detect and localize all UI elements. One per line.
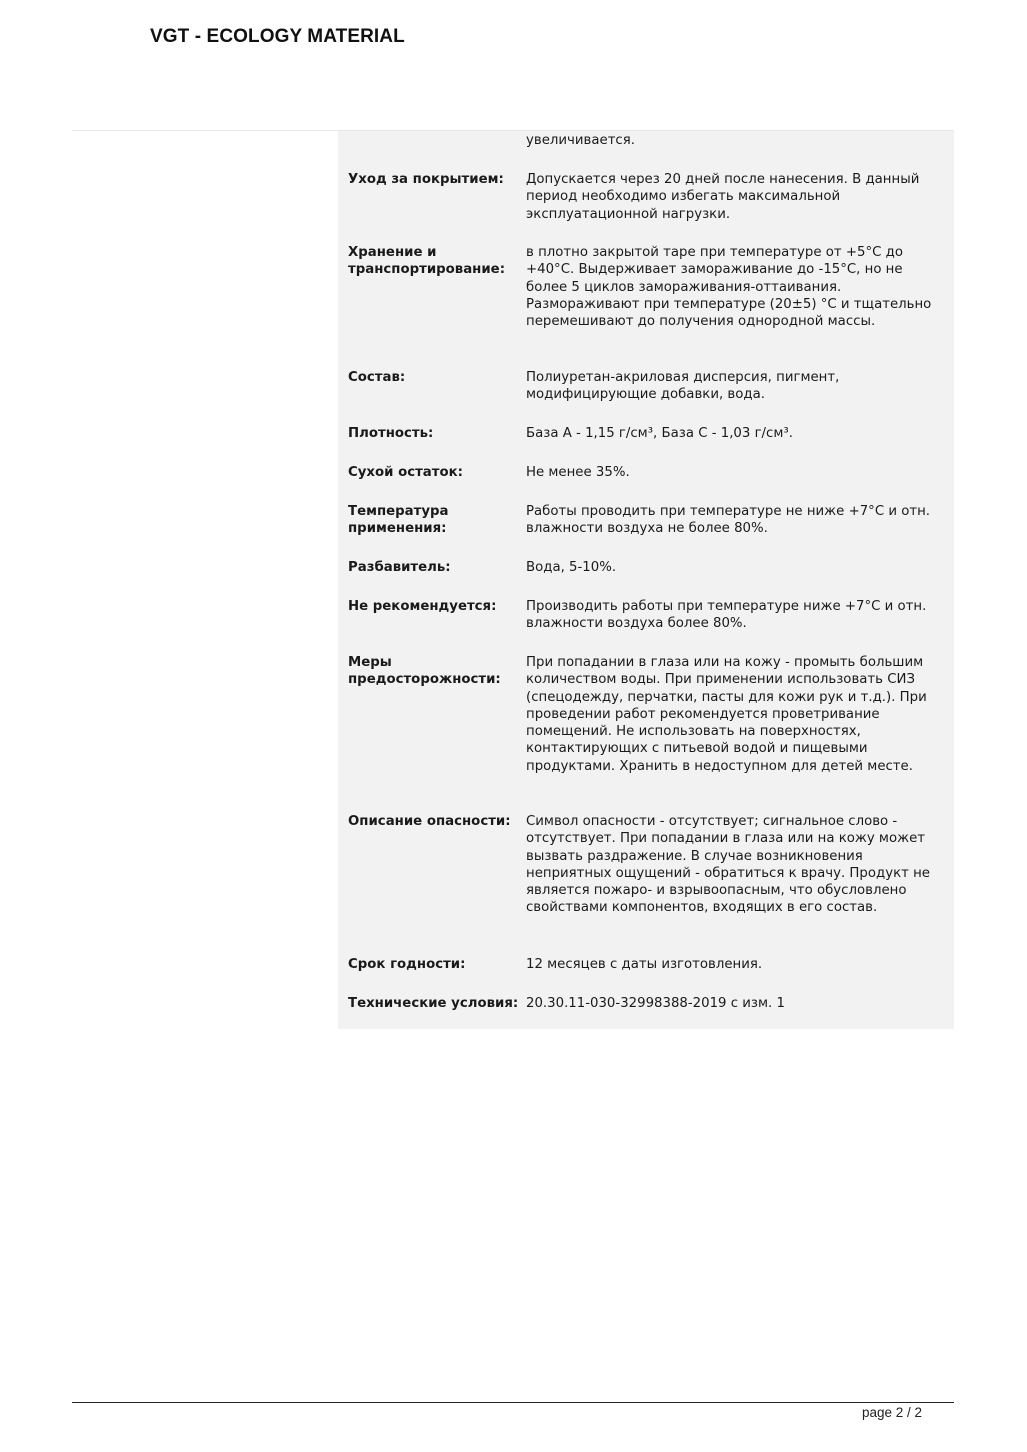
property-value: База А - 1,15 г/см³, База С - 1,03 г/см³. — [526, 426, 793, 441]
property-value: Работы проводить при температуре не ниже +7°С и отн. влажности воздуха не более 80%. — [526, 504, 930, 537]
property-label: Температура применения: — [348, 504, 449, 537]
property-value: увеличивается. — [526, 133, 635, 148]
property-label: Разбавитель: — [348, 560, 451, 575]
property-value: 20.30.11-030-32998388-2019 с изм. 1 — [526, 996, 785, 1011]
property-value: Допускается через 20 дней после нанесения. В данный период необходимо избегать максимальной эксплуатационной нагрузки. — [526, 172, 920, 222]
property-label: Технические условия: — [348, 996, 519, 1011]
property-value: Не менее 35%. — [526, 465, 630, 480]
property-label: Уход за покрытием: — [348, 172, 504, 187]
property-value: Вода, 5-10%. — [526, 560, 617, 575]
page-number: page 2 / 2 — [862, 1405, 923, 1420]
property-label: Не рекомендуется: — [348, 599, 497, 614]
property-label: Описание опасности: — [348, 814, 511, 829]
property-value: Символ опасности - отсутствует; сигнальное слово - отсутствует. При попадании в глаза или на кожу может вызвать раздражение. В случае возникновения неприятных ощущений - обратиться к врачу. Продукт не является пожаро- и взрывоопасным, что обусловлено свойствами компонентов, входящих в его состав. — [526, 814, 930, 916]
property-label: Срок годности: — [348, 957, 466, 972]
property-value: При попадании в глаза или на кожу - промыть большим количеством воды. При применении использовать СИЗ (спецодежду, перчатки, пасты для кожи рук и т.д.). При проведении работ рекомендуется проветривание помещений. Не использовать на поверхностях, контактирующих с питьевой водой и пищевыми продуктами. Хранить в недоступном для детей месте. — [526, 655, 927, 774]
property-label: Плотность: — [348, 426, 434, 441]
brand-title: VGT - ECOLOGY MATERIAL — [150, 26, 405, 47]
property-value: в плотно закрытой таре при температуре от +5°С до +40°С. Выдерживает замораживание до -15°С, но не более 5 циклов замораживания-оттаивания. Размораживают при температуре (20±5) °С и тщательно перемешивают до получения однородной массы. — [526, 245, 932, 330]
property-label: Меры предосторожности: — [348, 655, 501, 688]
property-label: Сухой остаток: — [348, 465, 463, 480]
property-value: Полиуретан-акриловая дисперсия, пигмент, модифицирующие добавки, вода. — [526, 370, 840, 403]
property-value: Производить работы при температуре ниже +7°С и отн. влажности воздуха более 80%. — [526, 599, 927, 632]
footer-divider — [72, 1402, 954, 1403]
property-label: Хранение и транспортирование: — [348, 245, 506, 278]
property-label: Состав: — [348, 370, 406, 385]
property-value: 12 месяцев с даты изготовления. — [526, 957, 763, 972]
